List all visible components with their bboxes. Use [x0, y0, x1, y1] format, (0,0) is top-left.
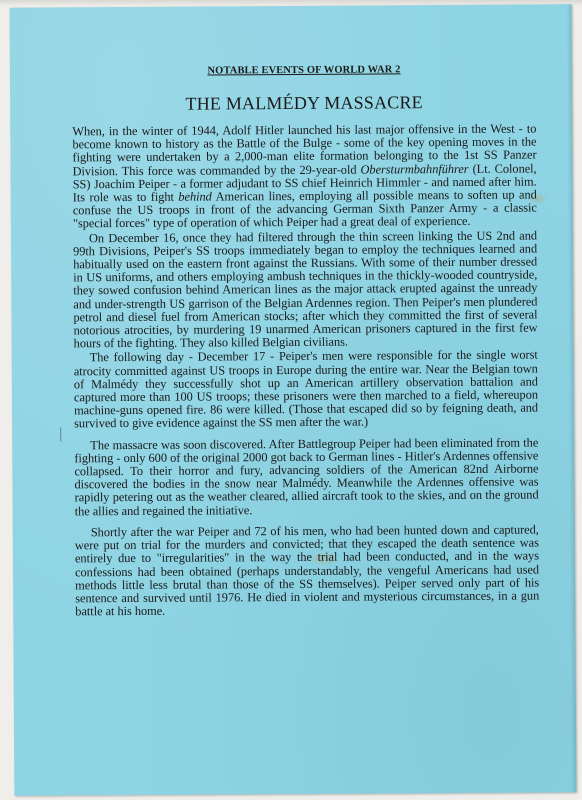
paragraph-1-text-c: (Lt. Colonel, SS) Joachim Peiper - a former adjudant to SS chief Heinrich Himmler - and named after him. Its role was to fight: [72, 161, 537, 205]
article: [72, 63, 539, 619]
rank-term: Obersturmbahnführer: [360, 161, 469, 177]
paragraph-1: [72, 123, 537, 231]
document-card: [10, 4, 577, 795]
paragraph-1-text-e: American lines, employing all possible means to soften up and confuse the US troops in front of the advancing German Sixth Panzer Army - a classic "special forces" type of operation of which Peiper had a great deal of experience.: [72, 187, 537, 231]
series-heading: NOTABLE EVENTS OF WORLD WAR 2: [207, 64, 401, 77]
paragraph-4: The massacre was soon discovered. After Battlegroup Peiper had been eliminated from the fighting - only 600 of the original 2000 got back to German lines - Hitler's Ardennes offensive collapsed. To their horror and fury, advancing soldiers of the American 82nd Airborne discovered the bodies in the snow near Malmédy. Meanwhile the Ardennes offensive was rapidly petering out as the weather cleared, allied aircraft took to the skies, and on the ground the allies and regained the initiative.: [74, 435, 539, 519]
pen-mark: [60, 427, 61, 441]
article-title: THE MALMÉDY MASSACRE: [185, 92, 423, 114]
paragraph-5: Shortly after the war Peiper and 72 of his men, who had been hunted down and captured, were put on trial for the murders and convicted; that they escaped the death sentence was entirely due to "irregularities" in the way the trial had been conducted, and in the ways confessions had been obtained (perhaps understandably, the vengeful Americans had used methods little less brutal than those of the SS themselves). Peiper served only part of his sentence and survived until 1976. He died in violent and mysterious circumstances, in a gun battle at his home.: [74, 522, 540, 619]
paragraph-3: The following day - December 17 - Peiper's men were responsible for the single worst atrocity committed against US troops in Europe during the entire war. Near the Belgian town of Malmédy they successfully shot up an American artillery observation battalion and captured more than 100 US troops; these prisoners were then marched to a field, whereupon machine-guns opened fire. 86 were killed. (Those that escaped did so by feigning death, and survived to give evidence against the SS men after the war.): [73, 347, 539, 431]
paragraph-1-text-a: When, in the winter of 1944, Adolf Hitler launched his last major offensive in the West - to become known to history as the Battle of the Bulge - some of the key opening moves in the fighting were undertaken by a 2,000-man elite formation belonging to the 1st SS Panzer Division. This force was commanded by the 29-year-old: [72, 121, 537, 178]
emphasis-behind: behind: [178, 189, 212, 204]
paragraph-2: On December 16, once they had filtered through the thin screen linking the US 2nd and 99th Divisions, Peiper's SS troops immediately began to employ the techniques learned and habitually used on the eastern front against the Russians. With some of their number dressed in US uniforms, and others employing ambush techniques in the thickly-wooded countryside, they sowed confusion behind American lines as the major attack erupted against the unready and under-strength US garrison of the Belgian Ardennes region. Then Peiper's men plundered petrol and diesel fuel from American stocks; after which they committed the first of several notorious atrocities, by murdering 19 unarmed American prisoners captured in the first few hours of the fighting. They also killed Belgian civilians.: [73, 228, 538, 351]
card-edge-shadow: [567, 4, 577, 792]
